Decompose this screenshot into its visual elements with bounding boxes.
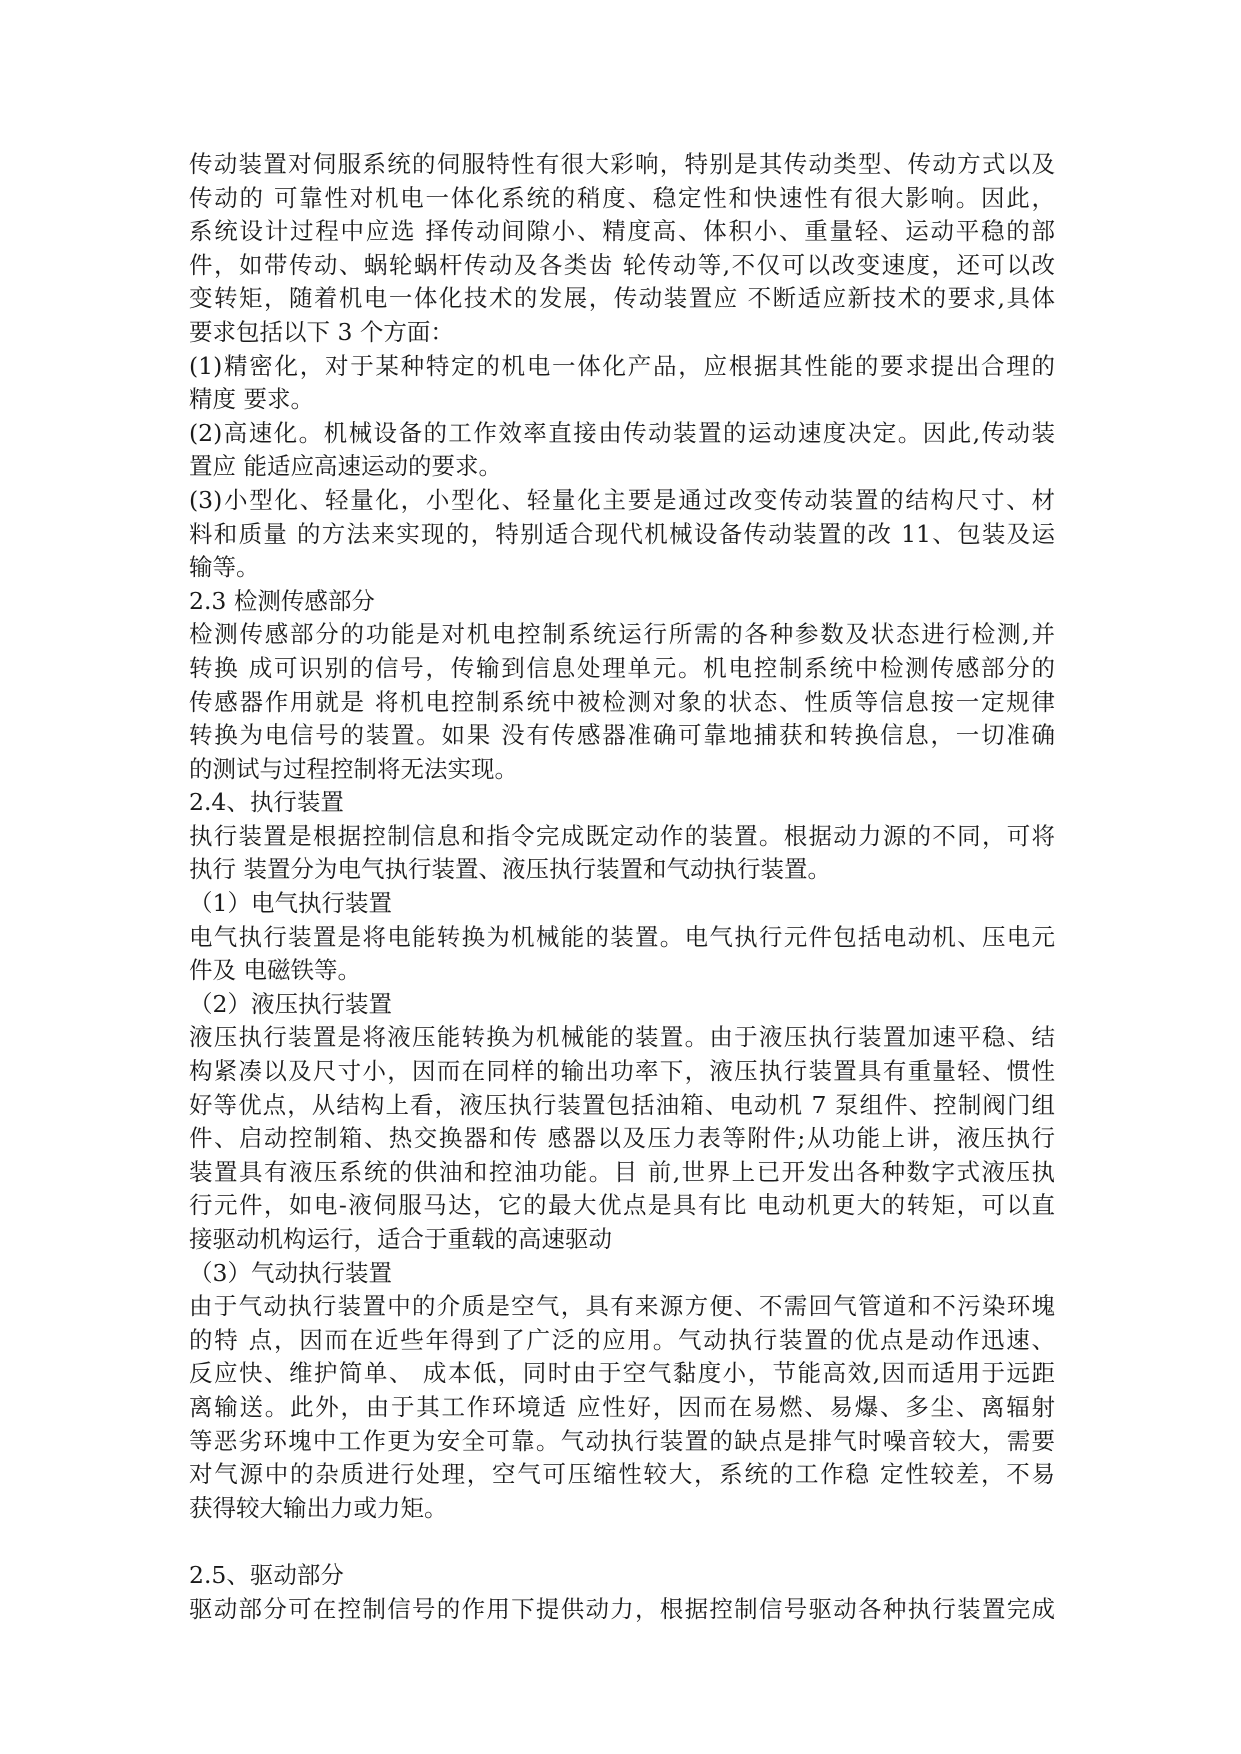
- text-line: 置应 能适应高速运动的要求。: [189, 452, 502, 481]
- text-line: 变转矩，随着机电一体化技术的发展，传动装置应 不断适应新技术的要求,具体: [189, 284, 1055, 313]
- text-line: 的特 点，因而在近些年得到了广泛的应用。气动执行装置的优点是动作迅速、: [189, 1325, 1055, 1354]
- text-line: 对气源中的杂质进行处理，空气可压缩性较大，系统的工作稳 定性较差，不易: [189, 1460, 1055, 1489]
- text-line: 件、启动控制箱、热交换器和传 感器以及压力表等附件;从功能上讲，液压执行: [189, 1124, 1055, 1153]
- text-line: 执行 装置分为电气执行装置、液压执行装置和气动执行装置。: [189, 855, 831, 884]
- text-line: (3)小型化、轻量化，小型化、轻量化主要是通过改变传动装置的结构尺寸、材: [189, 485, 1055, 514]
- text-line: 构紧凑以及尺寸小，因而在同样的输出功率下，液压执行装置具有重量轻、惯性: [189, 1057, 1055, 1086]
- text-line: 液压执行装置是将液压能转换为机械能的装置。由于液压执行装置加速平稳、结: [189, 1023, 1055, 1052]
- text-line: 精度 要求。: [189, 385, 314, 414]
- text-line: 的测试与过程控制将无法实现。: [189, 754, 518, 783]
- blank-line: [189, 1525, 1055, 1559]
- text-line: 要求包括以下 3 个方面：: [189, 317, 454, 346]
- text-line: 2.5、驱动部分: [189, 1560, 344, 1589]
- text-line: 驱动部分可在控制信号的作用下提供动力，根据控制信号驱动各种执行装置完成: [189, 1594, 1055, 1623]
- text-line: 电气执行装置是将电能转换为机械能的装置。电气执行元件包括电动机、压电元: [189, 922, 1055, 951]
- text-line: 好等优点，从结构上看，液压执行装置包括油箱、电动机 7 泵组件、控制阀门组: [189, 1090, 1055, 1119]
- text-line: 获得较大输出力或力矩。: [189, 1493, 448, 1522]
- text-line: 件，如带传动、蜗轮蜗杆传动及各类齿 轮传动等,不仅可以改变速度，还可以改: [189, 250, 1055, 279]
- text-line: 转换为电信号的装置。如果 没有传感器准确可靠地捕获和转换信息，一切准确: [189, 721, 1055, 750]
- text-line: 由于气动执行装置中的介质是空气，具有来源方便、不需回气管道和不污染环塊: [189, 1292, 1055, 1321]
- text-line: 料和质量 的方法来实现的，特别适合现代机械设备传动装置的改 11、包装及运: [189, 519, 1055, 548]
- text-line: 行元件，如电-液伺服马达，它的最大优点是具有比 电动机更大的转矩，可以直: [189, 1191, 1055, 1220]
- text-line: 2.4、执行装置: [189, 788, 344, 817]
- text-line: 件及 电磁铁等。: [189, 956, 361, 985]
- text-line: (2)高速化。机械设备的工作效率直接由传动装置的运动速度决定。因此,传动装: [189, 418, 1055, 447]
- text-line: 传动装置对伺服系统的伺服特性有很大彩响，特别是其传动类型、传动方式以及: [189, 150, 1055, 178]
- text-line: 传动的 可靠性对机电一体化系统的稍度、稳定性和快速性有很大影响。因此，: [189, 183, 1055, 212]
- text-line: 输等。: [189, 553, 260, 582]
- text-line: 传感器作用就是 将机电控制系统中被检测对象的状态、性质等信息按一定规律: [189, 687, 1055, 716]
- document-page: [189, 148, 1055, 1626]
- text-line: 等恶劣环塊中工作更为安全可靠。气动执行装置的缺点是排气时噪音较大，需要: [189, 1426, 1055, 1455]
- text-line: 执行装置是根据控制信息和指令完成既定动作的装置。根据动力源的不同，可将: [189, 821, 1055, 850]
- text-line: (1)精密化，对于某种特定的机电一体化产品，应根据其性能的要求提出合理的: [189, 351, 1055, 380]
- text-line: 系统设计过程中应选 择传动间隙小、精度高、体积小、重量轻、运动平稳的部: [189, 217, 1055, 246]
- text-line: （3）气动执行装置: [189, 1258, 392, 1287]
- text-line: 接驱动机构运行，适合于重载的高速驱动: [189, 1225, 612, 1253]
- text-line: 反应快、维护简单、 成本低，同时由于空气黏度小，节能高效,因而适用于远距: [189, 1359, 1055, 1388]
- text-line: 装置具有液压系统的供油和控油功能。目 前,世界上已开发出各种数字式液压执: [189, 1157, 1055, 1186]
- text-line: （2）液压执行装置: [189, 989, 392, 1018]
- text-line: 转换 成可识别的信号，传输到信息处理单元。机电控制系统中检测传感部分的: [189, 653, 1055, 682]
- text-line: （1）电气执行装置: [189, 889, 392, 918]
- text-line: 检测传感部分的功能是对机电控制系统运行所需的各种参数及状态进行检测,并: [189, 620, 1055, 649]
- text-line: 2.3 检测传感部分: [189, 586, 375, 615]
- text-line: 离输送。此外，由于其工作环境适 应性好，因而在易燃、易爆、多尘、离辐射: [189, 1392, 1055, 1421]
